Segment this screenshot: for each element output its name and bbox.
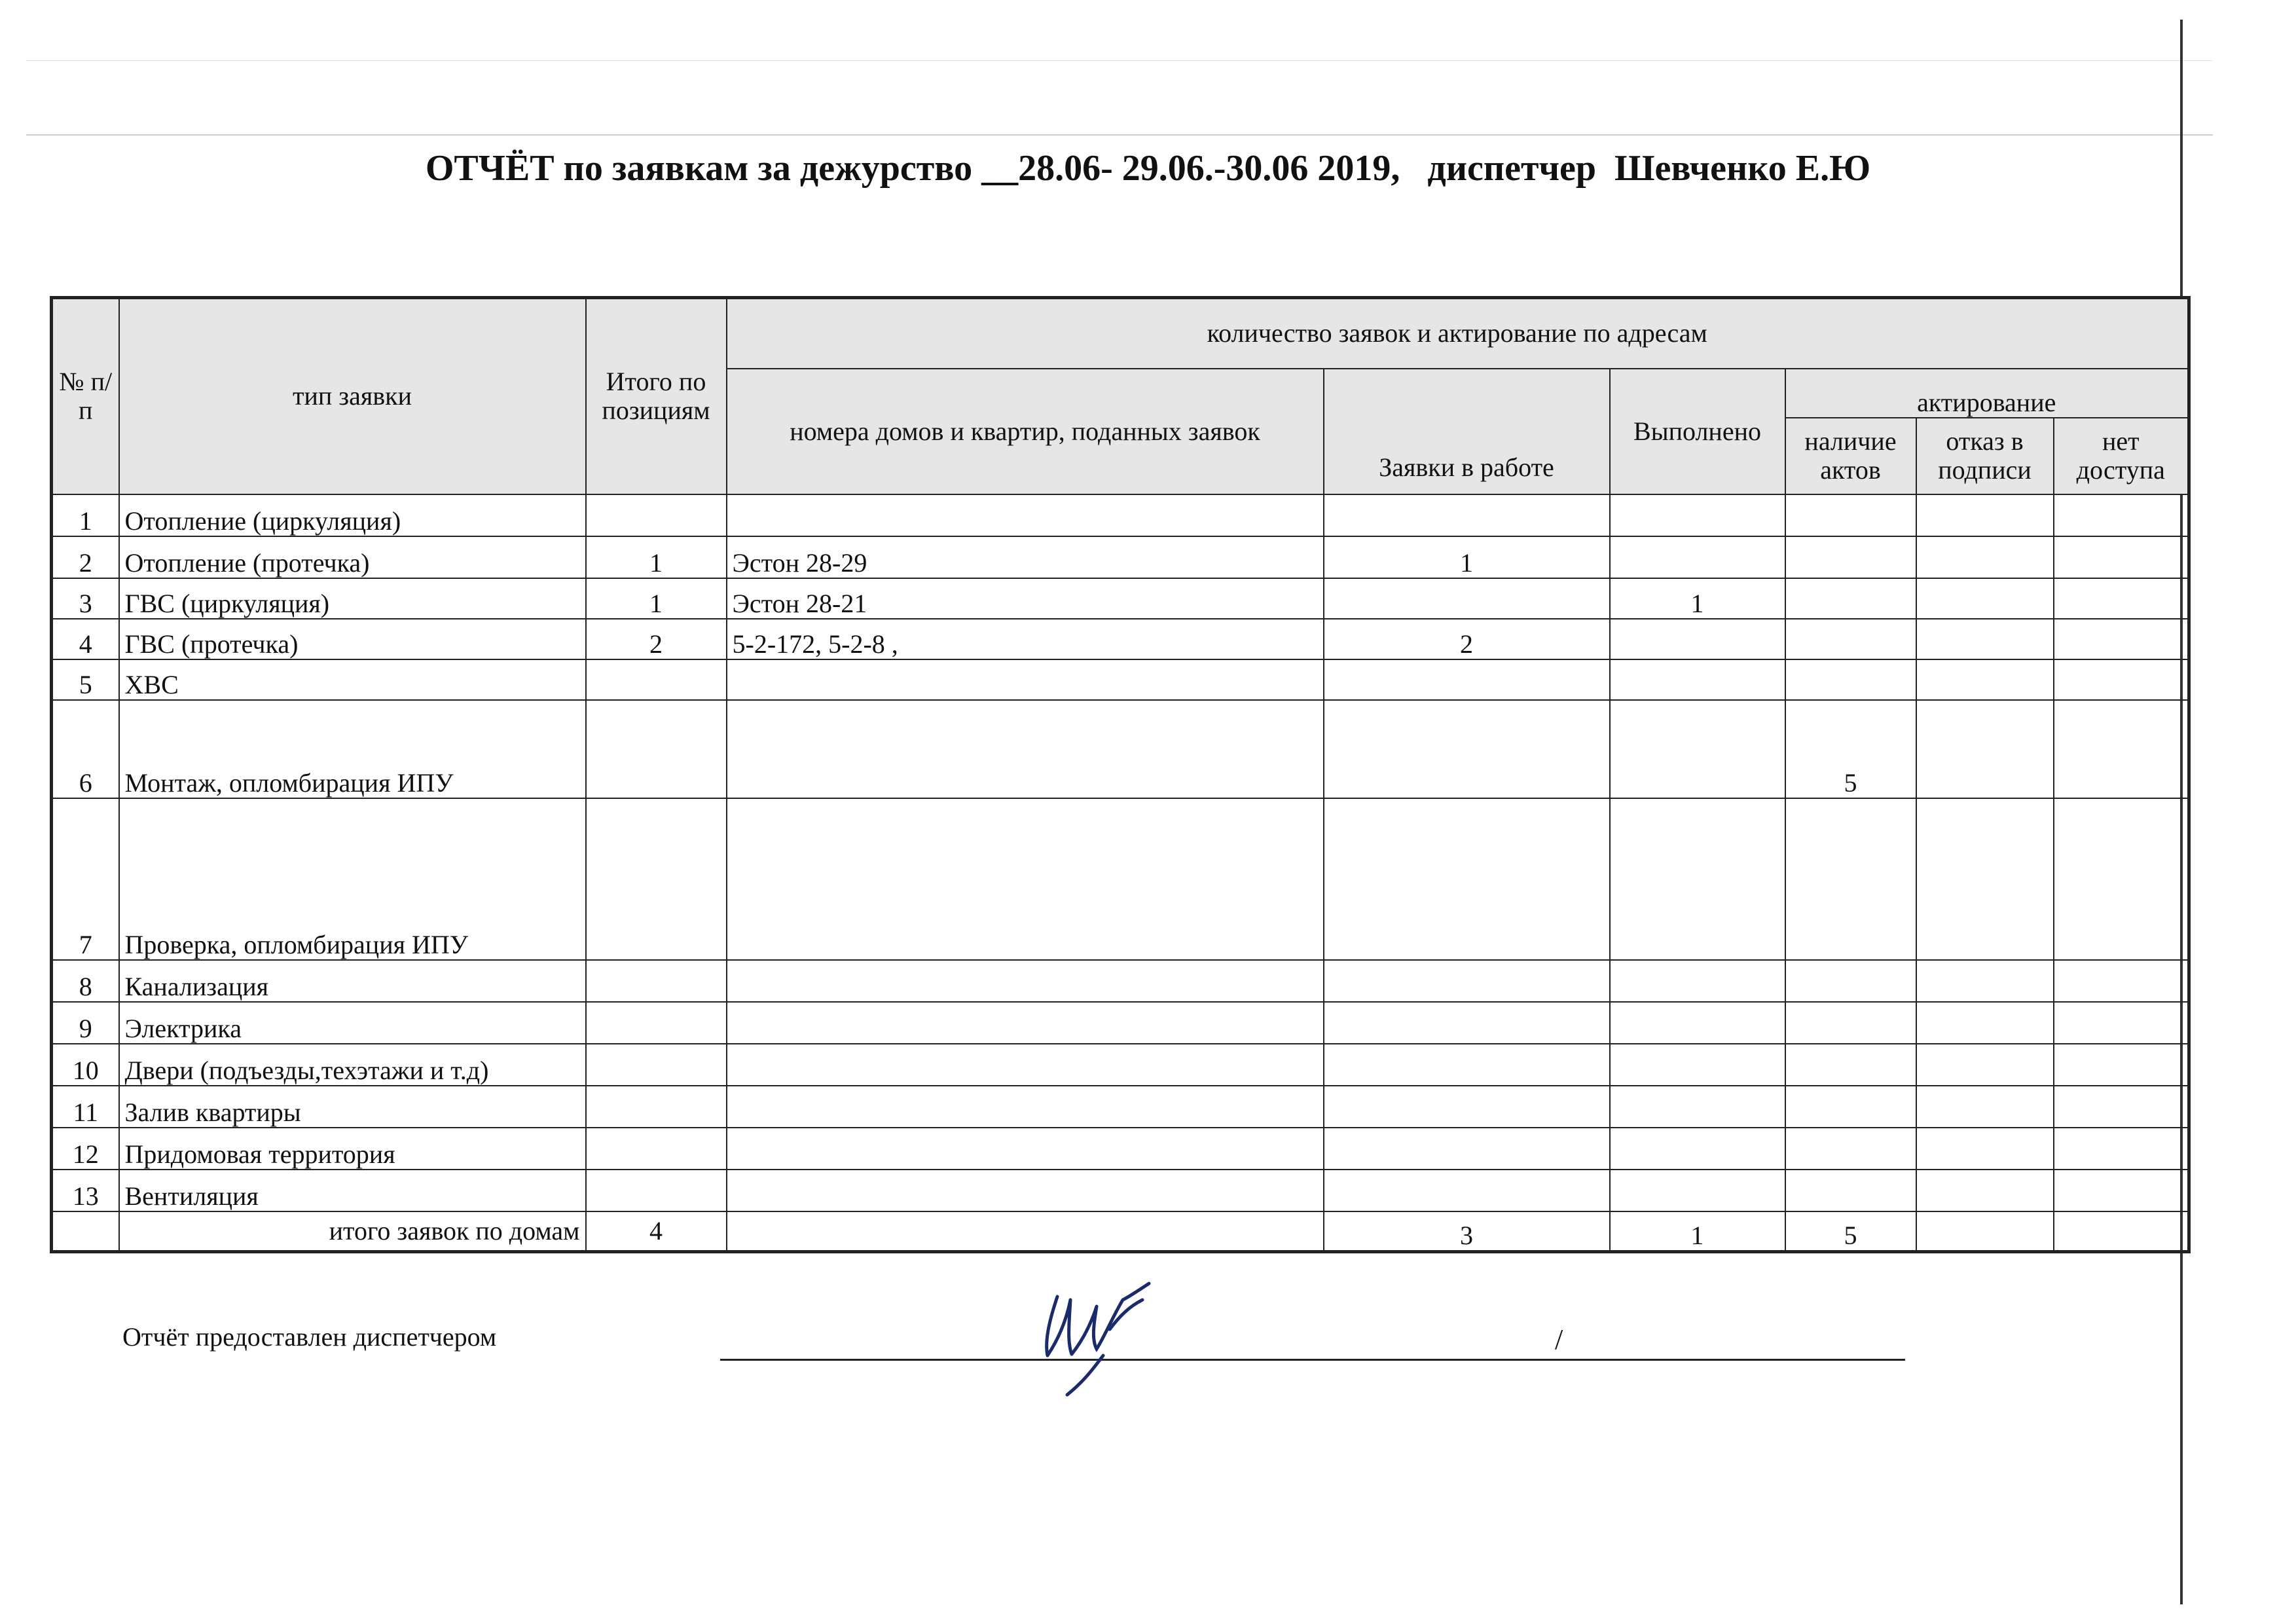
row-in-work [1324,1128,1610,1170]
table-row [52,494,2189,536]
report-title: ОТЧЁТ по заявкам за дежурство __28.06- 29.06.-30.06 2019, диспетчер Шевченко Е.Ю [425,148,1871,189]
header-acting: актирование [1785,369,2189,418]
table-row [52,798,2189,960]
row-number: 5 [52,659,119,700]
row-in-work [1324,700,1610,798]
row-addresses: Эстон 28-21 [727,578,1324,619]
row-total [586,1128,727,1170]
row-in-work [1324,960,1610,1002]
row-total: 1 [586,578,727,619]
row-number: 12 [52,1128,119,1170]
row-in-work: 1 [1324,536,1610,578]
row-no-access [2054,578,2189,619]
row-addresses: Эстон 28-29 [727,536,1324,578]
row-acts [1785,578,1916,619]
row-in-work [1324,1002,1610,1044]
table-row [52,960,2189,1002]
row-type: Придомовая территория [119,1128,586,1170]
table-row [52,578,2189,619]
header-in-work: Заявки в работе [1324,369,1610,494]
row-addresses [727,1002,1324,1044]
row-total [586,1086,727,1128]
row-refusal [1916,1002,2054,1044]
row-in-work [1324,798,1610,960]
row-done [1610,1170,1785,1211]
row-refusal [1916,619,2054,659]
row-in-work [1324,1044,1610,1086]
header-no-access: нет доступа [2054,418,2189,494]
row-addresses [727,1128,1324,1170]
row-done [1610,536,1785,578]
row-number: 10 [52,1044,119,1086]
row-number: 3 [52,578,119,619]
row-total [586,659,727,700]
row-acts [1785,494,1916,536]
row-number: 11 [52,1086,119,1128]
row-acts: 5 [1785,700,1916,798]
row-refusal [1916,494,2054,536]
row-acts [1785,1044,1916,1086]
header-num: № п/п [52,298,119,494]
row-type: Залив квартиры [119,1086,586,1128]
header-addresses: номера домов и квартир, поданных заявок [727,369,1324,494]
row-refusal [1916,1128,2054,1170]
row-in-work: 2 [1324,619,1610,659]
row-addresses [727,1170,1324,1211]
row-no-access [2054,798,2189,960]
totals-total: 4 [586,1211,727,1252]
header-acts: наличие актов [1785,418,1916,494]
row-type: ГВС (протечка) [119,619,586,659]
row-type: Электрика [119,1002,586,1044]
row-addresses [727,494,1324,536]
row-no-access [2054,700,2189,798]
totals-row [52,1211,2189,1252]
totals-acts: 5 [1785,1211,1916,1252]
row-addresses: 5-2-172, 5-2-8 , [727,619,1324,659]
row-no-access [2054,619,2189,659]
row-addresses [727,659,1324,700]
row-addresses [727,700,1324,798]
row-total [586,1170,727,1211]
row-done [1610,1086,1785,1128]
row-done [1610,1128,1785,1170]
table-row [52,659,2189,700]
totals-no-access [2054,1211,2189,1252]
table-row [52,1086,2189,1128]
header-refusal: отказ в подписи [1916,418,2054,494]
row-in-work [1324,578,1610,619]
row-acts [1785,1170,1916,1211]
row-done [1610,1002,1785,1044]
row-type: Проверка, опломбирация ИПУ [119,798,586,960]
row-done [1610,700,1785,798]
row-refusal [1916,1044,2054,1086]
totals-addresses [727,1211,1324,1252]
row-number: 4 [52,619,119,659]
row-addresses [727,1044,1324,1086]
row-done [1610,1044,1785,1086]
row-type: ХВС [119,659,586,700]
row-type: Монтаж, опломбирация ИПУ [119,700,586,798]
row-refusal [1916,659,2054,700]
row-type: ГВС (циркуляция) [119,578,586,619]
row-refusal [1916,700,2054,798]
row-acts [1785,659,1916,700]
row-acts [1785,619,1916,659]
row-type: Двери (подъезды,техэтажи и т.д) [119,1044,586,1086]
row-acts [1785,1002,1916,1044]
row-no-access [2054,1002,2189,1044]
table-row [52,619,2189,659]
row-type: Отопление (протечка) [119,536,586,578]
row-addresses [727,798,1324,960]
footer-label: Отчёт предоставлен диспетчером [122,1322,497,1352]
row-total [586,798,727,960]
row-total [586,1044,727,1086]
row-acts [1785,536,1916,578]
row-type: Вентиляция [119,1170,586,1211]
totals-refusal [1916,1211,2054,1252]
row-no-access [2054,659,2189,700]
row-refusal [1916,578,2054,619]
row-refusal [1916,1086,2054,1128]
table-row [52,1002,2189,1044]
table-row [52,1044,2189,1086]
row-done [1610,798,1785,960]
row-done [1610,494,1785,536]
table-row [52,700,2189,798]
totals-in-work: 3 [1324,1211,1610,1252]
row-addresses [727,960,1324,1002]
row-in-work [1324,494,1610,536]
header-total: Итого по позициям [586,298,727,494]
row-total: 1 [586,536,727,578]
row-done [1610,619,1785,659]
table-row [52,1128,2189,1170]
row-total [586,700,727,798]
row-in-work [1324,659,1610,700]
row-type: Отопление (циркуляция) [119,494,586,536]
handwritten-signature [1031,1277,1156,1398]
scan-artifact-line [26,134,2213,136]
row-total [586,1002,727,1044]
row-no-access [2054,494,2189,536]
row-done [1610,960,1785,1002]
row-number: 1 [52,494,119,536]
header-done: Выполнено [1610,369,1785,494]
header-type: тип заявки [119,298,586,494]
row-done: 1 [1610,578,1785,619]
row-in-work [1324,1170,1610,1211]
row-done [1610,659,1785,700]
row-number: 7 [52,798,119,960]
row-total [586,960,727,1002]
signature-slash: / [1555,1323,1563,1356]
report-table [50,296,2191,1253]
signature-line [720,1359,1905,1361]
row-addresses [727,1086,1324,1128]
row-acts [1785,1128,1916,1170]
header-group: количество заявок и актирование по адресам [727,298,2189,369]
row-in-work [1324,1086,1610,1128]
scan-artifact-line [26,60,2213,61]
row-refusal [1916,798,2054,960]
row-number: 9 [52,1002,119,1044]
row-number: 13 [52,1170,119,1211]
table-row [52,536,2189,578]
row-no-access [2054,1044,2189,1086]
row-acts [1785,960,1916,1002]
row-no-access [2054,1086,2189,1128]
row-acts [1785,1086,1916,1128]
row-acts [1785,798,1916,960]
row-refusal [1916,1170,2054,1211]
totals-label: итого заявок по домам [119,1211,586,1252]
row-number: 2 [52,536,119,578]
row-number: 8 [52,960,119,1002]
row-total [586,494,727,536]
row-total: 2 [586,619,727,659]
totals-done: 1 [1610,1211,1785,1252]
row-refusal [1916,536,2054,578]
header-row-1 [52,298,2189,369]
totals-number-empty [52,1211,119,1252]
row-number: 6 [52,700,119,798]
row-refusal [1916,960,2054,1002]
row-no-access [2054,1128,2189,1170]
row-no-access [2054,1170,2189,1211]
row-no-access [2054,536,2189,578]
row-type: Канализация [119,960,586,1002]
table-row [52,1170,2189,1211]
row-no-access [2054,960,2189,1002]
